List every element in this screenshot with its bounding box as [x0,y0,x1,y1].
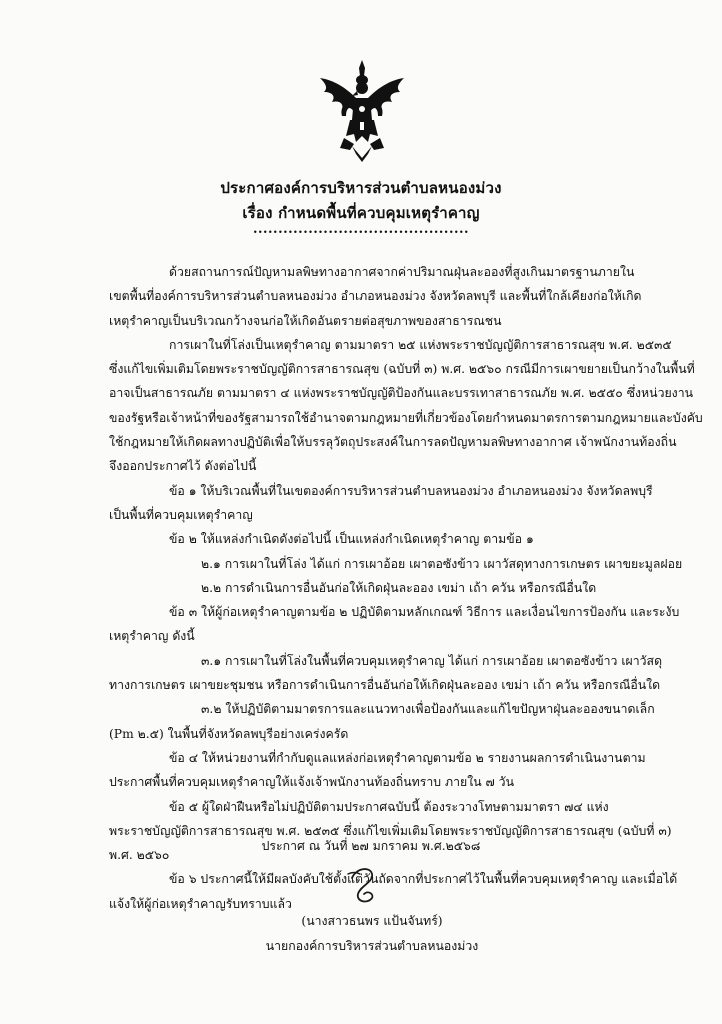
body-line: ข้อ ๑ ให้บริเวณพื้นที่ในเขตองค์การบริหารส่วนตำบลหนองม่วง อำเภอหนองม่วง จังหวัดลพบุรี [169,483,653,498]
announcement-date: ประกาศ ณ วันที่ ๒๗ มกราคม พ.ศ.๒๕๖๘ [261,839,481,853]
body-line: ข้อ ๕ ผู้ใดฝ่าฝืนหรือไม่ปฏิบัติตามประกาศฉบับนี้ ต้องระวางโทษตามมาตรา ๗๔ แห่ง [169,799,609,814]
announcement-subject: เรื่อง กำหนดพื้นที่ควบคุมเหตุรำคาญ [242,204,480,222]
title-divider: ........................................... [252,222,470,237]
body-line: พ.ศ. ๒๕๖๐ [109,848,170,863]
body-line: (Pm ๒.๕) ในพื้นที่จังหวัดลพบุรีอย่างเคร่งครัด [109,726,349,741]
announcement-body [109,260,703,916]
signer-position: นายกองค์การบริหารส่วนตำบลหนองม่วง [265,939,479,953]
body-line: เหตุรำคาญเป็นบริเวณกว้างจนก่อให้เกิดอันตรายต่อสุขภาพของสาธารณชน [109,313,502,328]
body-line: เป็นพื้นที่ควบคุมเหตุรำคาญ [109,507,253,522]
body-line: ซึ่งแก้ไขเพิ่มเติมโดยพระราชบัญญัติการสาธารณสุข (ฉบับที่ ๓) พ.ศ. ๒๕๖๐ กรณีมีการเผาขยายเป็นกว้างในพื้นที่ [109,362,695,377]
signer-name: (นางสาวธนพร แป้นจันทร์) [301,914,443,928]
body-line: ๓.๒ ให้ปฏิบัติตามมาตรการและแนวทางเพื่อป้องกันและแก้ไขปัญหาฝุ่นละอองขนาดเล็ก [201,702,655,717]
body-line: ของรัฐหรือเจ้าหน้าที่ของรัฐสามารถใช้อำนาจตามกฎหมายที่เกี่ยวข้องโดยกำหนดมาตรการตามกฎหมายและบังคับ [109,410,703,425]
body-line: จึงออกประกาศไว้ ดังต่อไปนี้ [109,459,257,474]
body-line: ข้อ ๓ ให้ผู้ก่อเหตุรำคาญตามข้อ ๒ ปฏิบัติตามหลักเกณฑ์ วิธีการ และเงื่อนไขการป้องกัน และระงับ [169,605,680,620]
body-line: ๒.๑ การเผาในที่โล่ง ได้แก่ การเผาอ้อย เผาตอซังข้าว เผาวัสดุทางการเกษตร เผาขยะมูลฝอย [201,556,683,571]
garuda-emblem-icon [316,58,408,162]
announcement-title: ประกาศองค์การบริหารส่วนตำบลหนองม่วง [220,179,502,197]
body-line: เหตุรำคาญ ดังนี้ [109,629,195,644]
body-line: ๓.๑ การเผาในที่โล่งในพื้นที่ควบคุมเหตุรำคาญ ได้แก่ การเผาอ้อย เผาตอซังข้าว เผาวัสดุ [201,653,663,668]
body-line: ข้อ ๒ ให้แหล่งกำเนิดดังต่อไปนี้ เป็นแหล่งกำเนิดเหตุรำคาญ ตามข้อ ๑ [169,532,534,547]
body-line: พระราชบัญญัติการสาธารณสุข พ.ศ. ๒๕๓๕ ซึ่งแก้ไขเพิ่มเติมโดยพระราชบัญญัติการสาธารณสุข (ฉบับที่ ๓) [109,823,672,838]
body-line: อาจเป็นสาธารณภัย ตามมาตรา ๔ แห่งพระราชบัญญัติป้องกันและบรรเทาสาธารณภัย พ.ศ. ๒๕๕๐ ซึ่งหน่วยงาน [109,386,693,401]
body-line: ข้อ ๔ ให้หน่วยงานที่กำกับดูแลแหล่งก่อเหตุรำคาญตามข้อ ๒ รายงานผลการดำเนินงานตาม [169,750,646,765]
body-line: ด้วยสถานการณ์ปัญหามลพิษทางอากาศจากค่าปริมาณฝุ่นละอองที่สูงเกินมาตรฐานภายใน [169,265,635,279]
body-line: ทางการเกษตร เผาขยะชุมชน หรือการดำเนินการอื่นอันก่อให้เกิดฝุ่นละออง เขม่า เถ้า ควัน หรือกรณีอื่นใด [109,678,661,693]
body-line: ประกาศพื้นที่ควบคุมเหตุรำคาญให้แจ้งเจ้าพนักงานท้องถิ่นทราบ ภายใน ๗ วัน [109,775,514,790]
body-line: การเผาในที่โล่งเป็นเหตุรำคาญ ตามมาตรา ๒๕ แห่งพระราชบัญญัติการสาธารณสุข พ.ศ. ๒๕๓๕ [169,337,672,352]
body-line: ๒.๒ การดำเนินการอื่นอันก่อให้เกิดฝุ่นละออง เขม่า เถ้า ควัน หรือกรณีอื่นใด [201,580,597,595]
body-line: เขตพื้นที่องค์การบริหารส่วนตำบลหนองม่วง อำเภอหนองม่วง จังหวัดลพบุรี และพื้นที่ใกล้เคียงก่อให้เกิด [109,289,642,304]
body-line: ข้อ ๖ ประกาศนี้ให้มีผลบังคับใช้ตั้งแต่วันถัดจากที่ประกาศไว้ในพื้นที่ควบคุมเหตุรำคาญ และเมื่อได้ [169,872,678,887]
body-line: แจ้งให้ผู้ก่อเหตุรำคาญรับทราบแล้ว [109,896,292,911]
handwritten-signature-icon [338,860,388,910]
body-line: ใช้กฎหมายให้เกิดผลทางปฏิบัติเพื่อให้บรรลุวัตถุประสงค์ในการลดปัญหามลพิษทางอากาศ เจ้าพนักงานท้องถิ่น [109,435,677,450]
